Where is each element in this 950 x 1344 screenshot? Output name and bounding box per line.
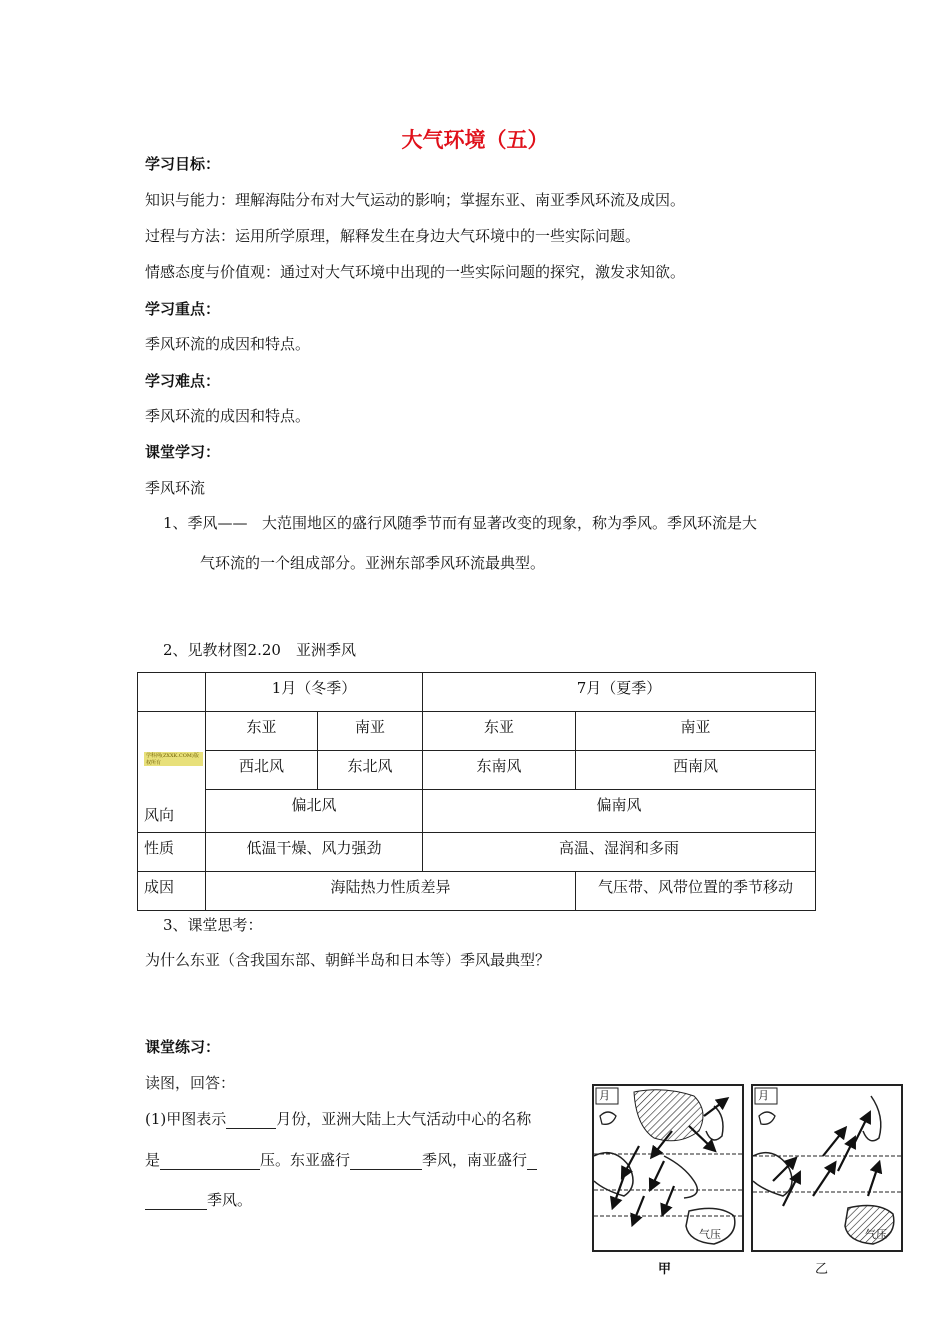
thinking-question: 为什么东亚（含我国东部、朝鲜半岛和日本等）季风最典型？ (145, 951, 551, 969)
map-yi-month: 月 (758, 1089, 769, 1102)
cause-pressure-belts: 气压带、风带位置的季节移动 (576, 872, 816, 911)
winter-direction: 偏北风 (206, 790, 423, 833)
answer-blank-south-asia[interactable] (527, 1151, 537, 1170)
q1-part-f: 季风。 (207, 1191, 253, 1209)
region-south-asia-summer: 南亚 (576, 712, 816, 751)
map-yi-pressure: 气压 (865, 1228, 887, 1241)
page-title: 大气环境（五） (401, 128, 549, 152)
table-row (138, 833, 816, 872)
summer-nature: 高温、湿润和多雨 (423, 833, 816, 872)
header-july: 7月（夏季） (423, 673, 816, 712)
region-east-asia-summer: 东亚 (423, 712, 576, 751)
q1-part-d: 压。东亚盛行 (260, 1151, 351, 1169)
item1-line1: 大范围地区的盛行风随季节而有显著改变的现象，称为季风。季风环流是大 (262, 514, 758, 532)
item1-lead: 1、季风—— (163, 514, 248, 532)
classroom-heading: 课堂学习： (145, 443, 221, 461)
objective-process: 过程与方法：运用所学原理，解释发生在身边大气环境中的一些实际问题。 (145, 227, 641, 245)
answer-blank-south-asia-cont[interactable] (145, 1191, 207, 1210)
key-points-heading: 学习重点： (145, 300, 221, 318)
item2-text: 2、见教材图2.20 亚洲季风 (163, 641, 356, 659)
winter-nature: 低温干燥、风力强劲 (206, 833, 423, 872)
exercise-heading: 课堂练习： (145, 1038, 221, 1056)
answer-blank-month[interactable] (226, 1110, 276, 1129)
key-points-text: 季风环流的成因和特点。 (145, 335, 311, 353)
table-row (138, 712, 816, 751)
objectives-heading: 学习目标： (145, 155, 221, 173)
question-1-line2 (145, 1149, 537, 1170)
row-label-nature: 性质 (138, 833, 206, 872)
answer-blank-east-asia[interactable] (350, 1151, 422, 1170)
difficulties-heading: 学习难点： (145, 372, 221, 390)
table-cell (138, 673, 206, 712)
monsoon-table (137, 672, 816, 911)
table-row (138, 751, 816, 790)
wind-southeast: 东南风 (423, 751, 576, 790)
wind-northwest: 西北风 (206, 751, 318, 790)
answer-blank-pressure[interactable] (160, 1151, 260, 1170)
table-row (138, 673, 816, 712)
region-south-asia-winter: 南亚 (318, 712, 423, 751)
q1-part-b: 月份，亚洲大陆上大气活动中心的名称 (276, 1110, 532, 1128)
difficulties-text: 季风环流的成因和特点。 (145, 407, 311, 425)
map-jia (592, 1084, 744, 1252)
wind-northeast: 东北风 (318, 751, 423, 790)
map-jia-pressure: 气压 (699, 1228, 721, 1241)
region-east-asia-winter: 东亚 (206, 712, 318, 751)
q1-part-a: (1)甲图表示 (145, 1110, 227, 1128)
thinking-label: 3、课堂思考： (163, 916, 263, 934)
question-1-line3 (145, 1189, 252, 1210)
watermark-tag: 学科网(ZXXK.COM)版权所有 (144, 752, 203, 766)
map-jia-caption: 甲 (658, 1262, 672, 1277)
table-row (138, 872, 816, 911)
summer-direction: 偏南风 (423, 790, 816, 833)
question-1-line1 (145, 1108, 531, 1129)
map-yi (751, 1084, 903, 1252)
header-january: 1月（冬季） (206, 673, 423, 712)
table-row (138, 790, 816, 833)
q1-part-e: 季风，南亚盛行 (422, 1151, 528, 1169)
direction-label: 风向 (144, 806, 175, 824)
topic-title: 季风环流 (145, 479, 206, 497)
map-yi-caption: 乙 (815, 1262, 829, 1277)
objective-knowledge: 知识与能力：理解海陆分布对大气运动的影响；掌握东亚、南亚季风环流及成因。 (145, 191, 686, 209)
q1-part-c: 是 (145, 1151, 161, 1169)
row-label-cause: 成因 (138, 872, 206, 911)
objective-attitude: 情感态度与价值观：通过对大气环境中出现的一些实际问题的探究，激发求知欲。 (145, 263, 686, 281)
map-jia-month: 月 (599, 1089, 610, 1102)
item1-line2: 气环流的一个组成部分。亚洲东部季风环流最典型。 (200, 554, 546, 572)
cause-land-sea: 海陆热力性质差异 (206, 872, 576, 911)
wind-southwest: 西南风 (576, 751, 816, 790)
exercise-intro: 读图，回答： (145, 1074, 236, 1092)
row-label-direction (138, 712, 206, 833)
